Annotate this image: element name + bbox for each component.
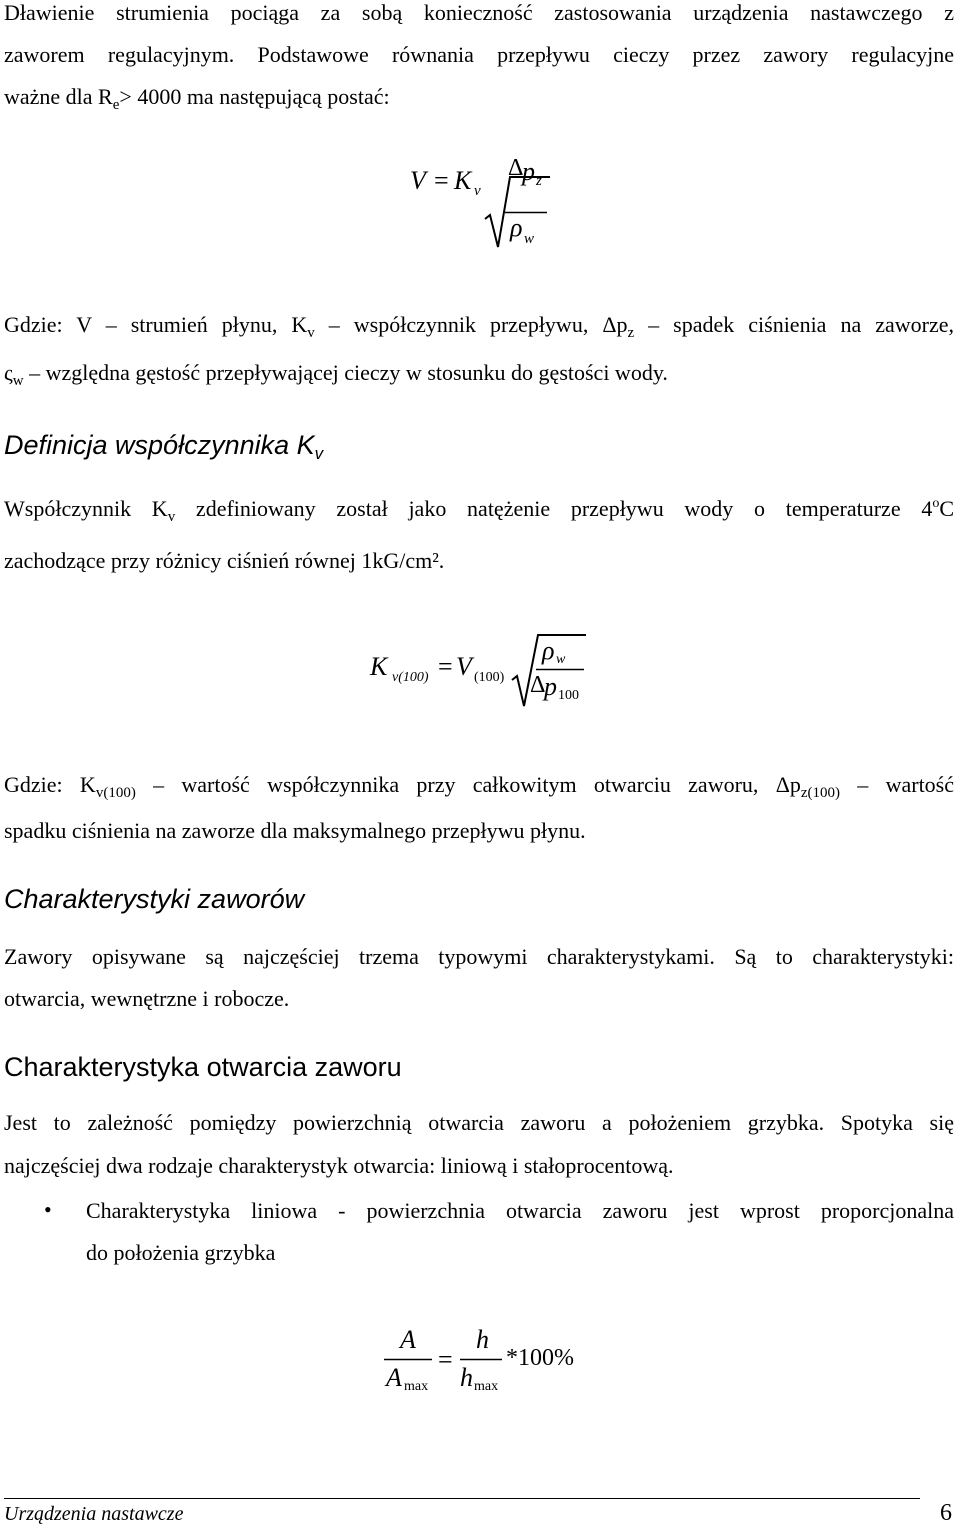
- eq2-equals: =: [438, 652, 453, 681]
- intro-line-3: ważne dla $R_e> 4000$ ma następującą postać:: [4, 84, 390, 113]
- eq3-fraction-bar-right: [460, 1358, 502, 1361]
- eq3-fraction-bar-left: [384, 1358, 432, 1361]
- char-line-2: otwarcia, wewnętrzne i robocze.: [4, 986, 290, 1011]
- eq1-rho: ρ: [510, 213, 523, 242]
- eq1-rho-sub: w: [524, 231, 535, 247]
- eq1-delta: Δ: [508, 155, 524, 181]
- heading-definition: Definicja współczynnika $K_v$: [4, 430, 324, 463]
- heading-valve-characteristics: Charakterystyki zaworów: [4, 884, 305, 914]
- footer-rule: [4, 1498, 920, 1499]
- eq1-V: V: [410, 166, 426, 195]
- eq2-K-sub: v(100): [392, 670, 429, 685]
- heading-opening-characteristic: Charakterystyka otwarcia zaworu: [4, 1052, 402, 1082]
- eq2-rho: ρ: [542, 636, 555, 665]
- eq3-Amax-sub: max: [404, 1379, 429, 1394]
- char-line-1: Zawory opisywane są najczęściej trzema typowymi charakterystykami. Są to charakterystyki:: [4, 944, 954, 969]
- where2-line-2: spadku ciśnienia na zaworze dla maksymalnego przepływu płynu.: [4, 818, 586, 843]
- bullet-marker: •: [44, 1197, 52, 1222]
- eq1-K-sub: v: [474, 183, 481, 199]
- bullet-line-2: do położenia grzybka: [86, 1240, 276, 1265]
- eq1-p-sub: z: [536, 173, 542, 189]
- eq2-fraction-bar: [536, 668, 584, 671]
- eq3-h: h: [476, 1325, 489, 1354]
- equation-flow: [400, 155, 560, 255]
- eq2-V-sub: (100): [474, 670, 505, 685]
- eq2-delta: Δ: [530, 672, 546, 698]
- eq2-rho-sub: w: [556, 652, 566, 667]
- eq2-p-sub: 100: [558, 688, 579, 703]
- eq3-Amax: A: [386, 1363, 402, 1392]
- eq3-hmax: h: [460, 1363, 473, 1392]
- eq3-A: A: [400, 1325, 416, 1354]
- equation-kv100: [370, 630, 600, 710]
- eq2-p: p: [544, 672, 557, 701]
- eq2-K: K: [370, 652, 388, 681]
- eq2-V: V: [456, 652, 472, 681]
- open-line-2: najczęściej dwa rodzaje charakterystyk otwarcia: liniową i stałoprocentową.: [4, 1153, 674, 1178]
- where2-line-1: Gdzie: $K_{v(100)}$ – wartość współczynnika przy całkowitym otwarciu zaworu, $\Delta p_{z(100)}$ – wartość: [4, 772, 955, 801]
- footer-title: Urządzenia nastawcze: [4, 1503, 184, 1525]
- open-line-1: Jest to zależność pomiędzy powierzchnią otwarcia zaworu a położeniem grzybka. Spotyka się: [4, 1110, 954, 1135]
- equation-linear: [380, 1325, 600, 1405]
- definition-line-1: Współczynnik $K_v$ zdefiniowany został jako natężenie przepływu wody o temperaturze 4$^o$C: [4, 496, 955, 525]
- bullet-line-1: Charakterystyka liniowa - powierzchnia otwarcia zaworu jest wprost proporcjonalna: [86, 1198, 954, 1223]
- intro-line-1: Dławienie strumienia pociąga za sobą konieczność zastosowania urządzenia nastawczego z: [4, 0, 954, 25]
- intro-line-2: zaworem regulacyjnym. Podstawowe równania przepływu cieczy przez zawory regulacyjne: [4, 42, 954, 67]
- where1-line-2: $\varsigma_w$ – względna gęstość przepływającej cieczy w stosunku do gęstości wody.: [4, 360, 668, 389]
- definition-line-2: zachodzące przy różnicy ciśnień równej 1kG/cm².: [4, 548, 445, 573]
- eq1-equals: =: [434, 166, 449, 195]
- footer-page-number: 6: [940, 1500, 952, 1526]
- eq3-equals: =: [438, 1345, 453, 1374]
- eq3-hmax-sub: max: [474, 1379, 499, 1394]
- eq3-multiplier: *100%: [506, 1345, 574, 1371]
- where1-line-1: Gdzie: V – strumień płynu, $K_v$ – współczynnik przepływu, $\Delta p_z$ – spadek ciśnienia na zaworze,: [4, 312, 954, 341]
- eq1-K: K: [454, 166, 472, 195]
- eq1-p: p: [522, 157, 535, 186]
